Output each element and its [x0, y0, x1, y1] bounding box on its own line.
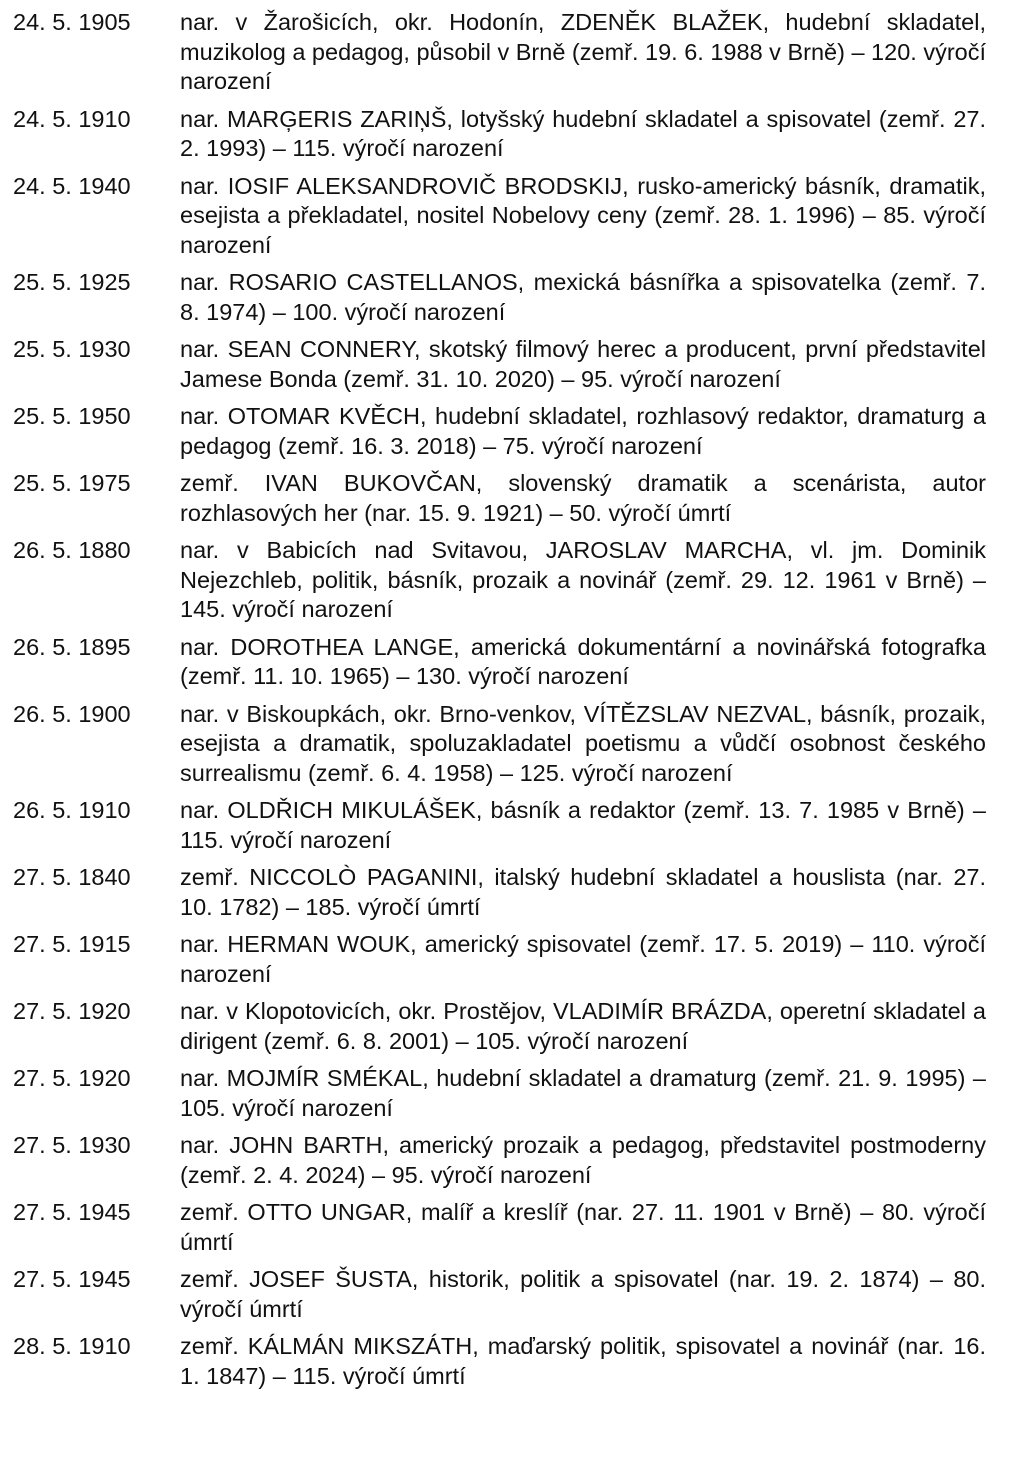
anniversary-list	[13, 8, 986, 1399]
entry-date: 27. 5. 1945	[13, 1199, 131, 1225]
entry-text: nar. JOHN BARTH, americký prozaik a pedagog, představitel postmoderny (zemř. 2. 4. 2024) – 95. výročí narození	[180, 1132, 986, 1188]
entry-text: zemř. OTTO UNGAR, malíř a kreslíř (nar. 27. 11. 1901 v Brně) – 80. výročí úmrtí	[180, 1199, 986, 1255]
list-item	[13, 1198, 986, 1257]
list-item	[13, 8, 986, 97]
list-item	[13, 469, 986, 528]
list-item	[13, 633, 986, 692]
list-item	[13, 700, 986, 789]
entry-text: zemř. JOSEF ŠUSTA, historik, politik a spisovatel (nar. 19. 2. 1874) – 80. výročí úmrtí	[180, 1266, 986, 1322]
entry-text: nar. v Klopotovicích, okr. Prostějov, VLADIMÍR BRÁZDA, operetní skladatel a dirigent (zemř. 6. 8. 2001) – 105. výročí narození	[180, 998, 986, 1054]
entry-text: nar. v Žarošicích, okr. Hodonín, ZDENĚK BLAŽEK, hudební skladatel, muzikolog a pedagog, působil v Brně (zemř. 19. 6. 1988 v Brně) – 120. výročí narození	[180, 9, 986, 94]
entry-text: nar. MARĢERIS ZARIŅŠ, lotyšský hudební skladatel a spisovatel (zemř. 27. 2. 1993) – 115. výročí narození	[180, 105, 986, 161]
entry-date: 25. 5. 1975	[13, 470, 131, 496]
list-item	[13, 1131, 986, 1190]
entry-date: 26. 5. 1910	[13, 797, 131, 823]
entry-date: 28. 5. 1910	[13, 1333, 131, 1359]
entry-text: nar. OLDŘICH MIKULÁŠEK, básník a redaktor (zemř. 13. 7. 1985 v Brně) – 115. výročí narození	[180, 797, 986, 853]
entry-date: 26. 5. 1900	[13, 700, 131, 727]
entry-date: 27. 5. 1945	[13, 1266, 131, 1292]
list-item	[13, 268, 986, 327]
list-item	[13, 997, 986, 1056]
list-item	[13, 930, 986, 989]
list-item	[13, 335, 986, 394]
entry-date: 24. 5. 1905	[13, 9, 131, 35]
list-item	[13, 1332, 986, 1391]
entry-text: nar. IOSIF ALEKSANDROVIČ BRODSKIJ, rusko-americký básník, dramatik, esejista a překladatel, nositel Nobelovy ceny (zemř. 28. 1. 1996) – 85. výročí narození	[180, 172, 986, 258]
entry-text: nar. SEAN CONNERY, skotský filmový herec a producent, první představitel Jamese Bonda (zemř. 31. 10. 2020) – 95. výročí narození	[180, 336, 986, 392]
entry-date: 27. 5. 1930	[13, 1132, 131, 1158]
list-item	[13, 863, 986, 922]
entry-text: nar. DOROTHEA LANGE, americká dokumentární a novinářská fotografka (zemř. 11. 10. 1965) – 130. výročí narození	[180, 633, 986, 689]
entry-text: nar. ROSARIO CASTELLANOS, mexická básnířka a spisovatelka (zemř. 7. 8. 1974) – 100. výročí narození	[180, 269, 986, 325]
list-item	[13, 1064, 986, 1123]
entry-date: 27. 5. 1915	[13, 931, 131, 957]
entry-date: 27. 5. 1840	[13, 864, 131, 890]
list-item	[13, 105, 986, 164]
entry-date: 27. 5. 1920	[13, 1065, 131, 1091]
entry-date: 25. 5. 1925	[13, 269, 131, 295]
list-item	[13, 172, 986, 261]
list-item	[13, 536, 986, 625]
entry-text: zemř. IVAN BUKOVČAN, slovenský dramatik a scenárista, autor rozhlasových her (nar. 15. 9. 1921) – 50. výročí úmrtí	[180, 470, 986, 526]
entry-date: 25. 5. 1950	[13, 403, 131, 429]
list-item	[13, 796, 986, 855]
entry-date: 26. 5. 1895	[13, 633, 131, 660]
entry-date: 25. 5. 1930	[13, 336, 131, 362]
list-item	[13, 402, 986, 461]
entry-text: nar. MOJMÍR SMÉKAL, hudební skladatel a dramaturg (zemř. 21. 9. 1995) – 105. výročí narození	[180, 1065, 986, 1121]
entry-text: zemř. KÁLMÁN MIKSZÁTH, maďarský politik, spisovatel a novinář (nar. 16. 1. 1847) – 115. výročí úmrtí	[180, 1333, 986, 1389]
entry-text: nar. HERMAN WOUK, americký spisovatel (zemř. 17. 5. 2019) – 110. výročí narození	[180, 931, 986, 987]
list-item	[13, 1265, 986, 1324]
entry-date: 24. 5. 1940	[13, 172, 131, 199]
entry-date: 27. 5. 1920	[13, 998, 131, 1024]
entry-date: 26. 5. 1880	[13, 537, 131, 563]
entry-text: nar. OTOMAR KVĚCH, hudební skladatel, rozhlasový redaktor, dramaturg a pedagog (zemř. 16. 3. 2018) – 75. výročí narození	[180, 403, 986, 459]
entry-text: nar. v Babicích nad Svitavou, JAROSLAV MARCHA, vl. jm. Dominik Nejezchleb, politik, básník, prozaik a novinář (zemř. 29. 12. 1961 v Brně) – 145. výročí narození	[180, 537, 986, 622]
entry-text: nar. v Biskoupkách, okr. Brno-venkov, VÍTĚZSLAV NEZVAL, básník, prozaik, esejista a dramatik, spoluzakladatel poetismu a vůdčí osobnost českého surrealismu (zemř. 6. 4. 1958) – 125. výročí narození	[180, 700, 986, 786]
entry-date: 24. 5. 1910	[13, 105, 131, 132]
entry-text: zemř. NICCOLÒ PAGANINI, italský hudební skladatel a houslista (nar. 27. 10. 1782) – 185. výročí úmrtí	[180, 864, 986, 920]
